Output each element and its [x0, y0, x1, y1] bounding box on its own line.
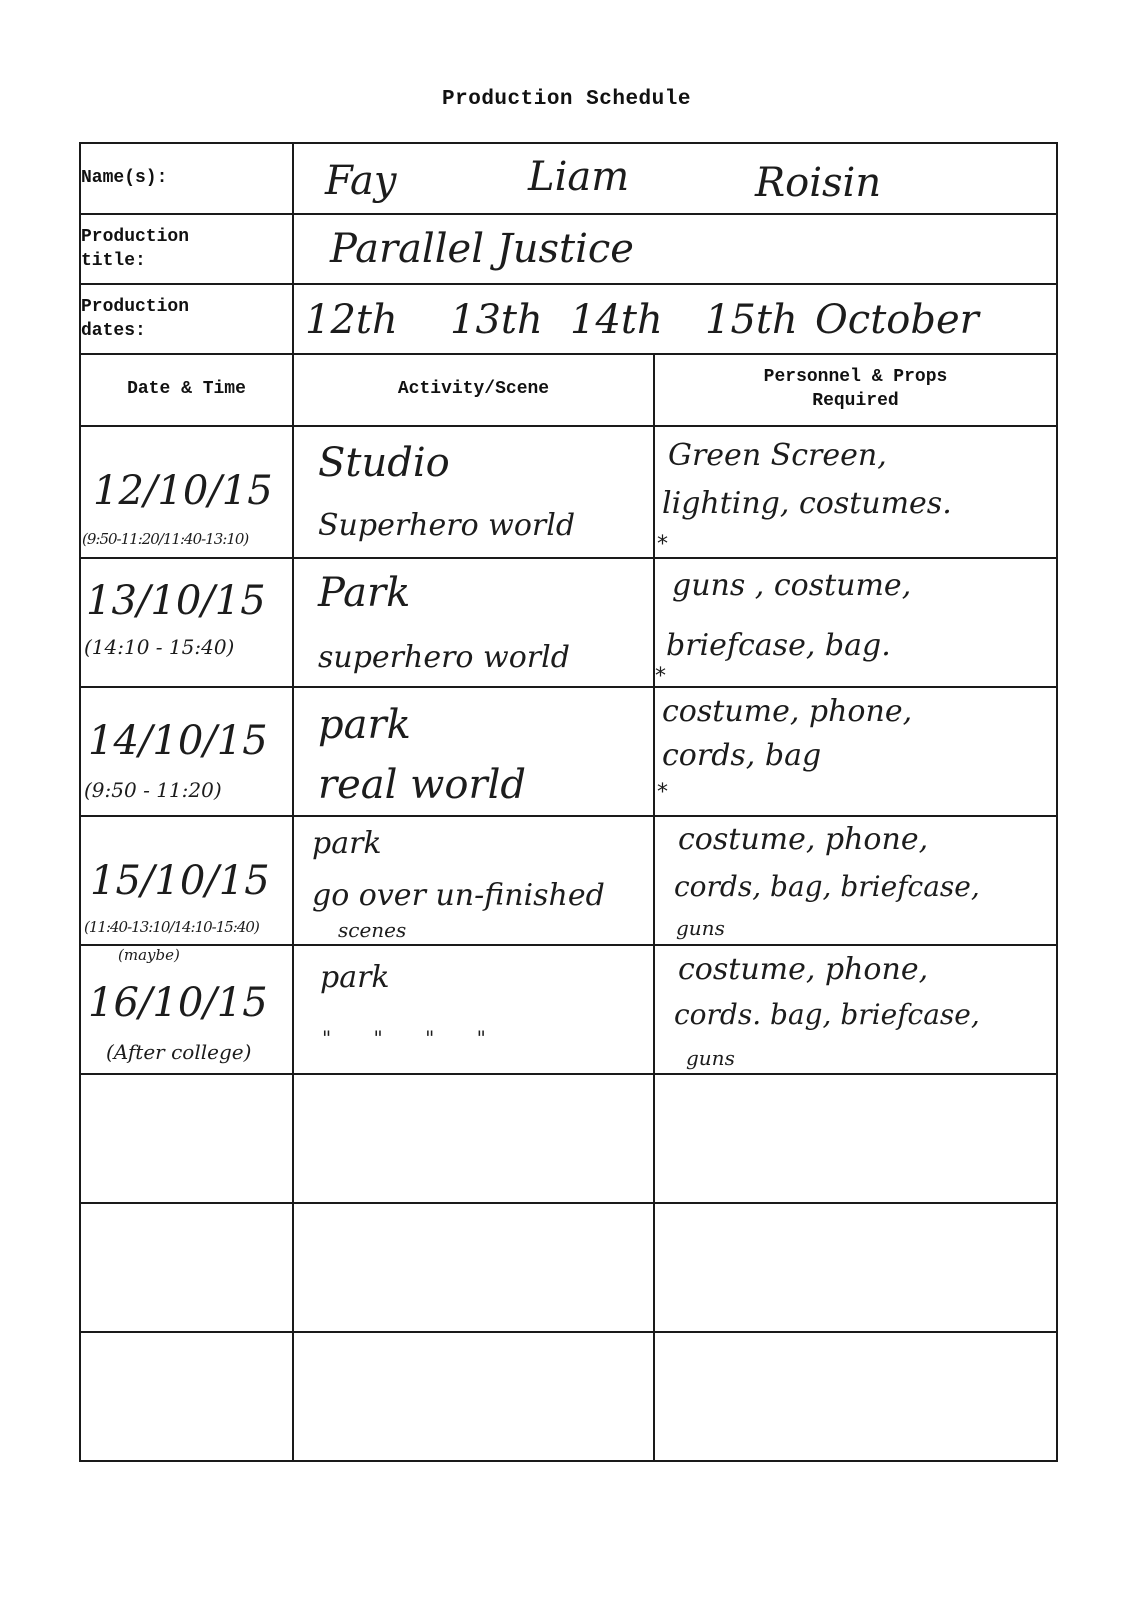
row-4-time: (11:40-13:10/14:10-15:40) — [84, 918, 259, 936]
row-2-props-line2: briefcase, bag. — [666, 628, 891, 663]
row-4-props-line2: cords, bag, briefcase, — [674, 870, 980, 903]
column-divider — [292, 142, 294, 1462]
row-2-props-line1: guns , costume, — [672, 568, 912, 603]
row-5-activity-line2: " " " " — [322, 1026, 504, 1050]
production-date-3: 14th — [570, 297, 663, 343]
column-divider — [653, 353, 655, 1462]
row-3-props-line2: cords, bag — [662, 738, 822, 773]
name-1: Fay — [325, 158, 397, 204]
row-4-date: 15/10/15 — [90, 858, 270, 904]
name-3: Roisin — [755, 160, 882, 206]
row-1-props-line2: lighting, costumes. — [662, 486, 952, 521]
production-date-1: 12th — [305, 297, 398, 343]
row-2-activity-line1: Park — [318, 570, 411, 616]
row-divider — [79, 353, 1058, 355]
row-3-props-line1: costume, phone, — [662, 694, 913, 729]
production-dates-label-line1: Production — [81, 297, 190, 317]
row-divider — [79, 1202, 1058, 1204]
column-header-activity: Activity/Scene — [397, 379, 550, 399]
production-title-label-line1: Production — [81, 227, 190, 247]
production-dates-label — [81, 295, 189, 343]
row-divider — [79, 213, 1058, 215]
table-border-top — [79, 142, 1058, 144]
row-divider — [79, 686, 1058, 688]
row-1-activity-line1: Studio — [318, 440, 450, 486]
row-4-activity-line1: park — [312, 826, 382, 861]
row-3-date: 14/10/15 — [88, 718, 268, 764]
row-divider — [79, 1331, 1058, 1333]
column-header-personnel-line1: Personnel & Props — [763, 367, 948, 387]
row-3-time: (9:50 - 11:20) — [84, 778, 222, 802]
row-5-props-line2: cords. bag, briefcase, — [674, 998, 980, 1031]
row-1-time: (9:50-11:20/11:40-13:10) — [82, 530, 249, 548]
row-4-props-line1: costume, phone, — [678, 822, 929, 857]
production-title-label-line2: title: — [81, 251, 146, 271]
column-header-personnel-line2: Required — [812, 391, 899, 411]
row-5-date: 16/10/15 — [88, 980, 268, 1026]
row-2-time: (14:10 - 15:40) — [84, 635, 235, 659]
production-title-label — [81, 225, 189, 273]
row-4-activity-line3: scenes — [338, 918, 407, 942]
production-date-month: October — [815, 297, 979, 343]
production-title-value: Parallel Justice — [330, 226, 634, 272]
row-2-date: 13/10/15 — [86, 578, 266, 624]
row-5-note: (maybe) — [118, 946, 180, 964]
row-3-activity-line2: real world — [318, 762, 526, 808]
row-5-props-line3: guns — [686, 1046, 735, 1070]
table-border-right — [1056, 142, 1058, 1462]
row-divider — [79, 1073, 1058, 1075]
row-1-props-line1: Green Screen, — [668, 438, 887, 473]
row-divider — [79, 425, 1058, 427]
row-1-activity-line2: Superhero world — [318, 508, 576, 543]
row-2-star: * — [655, 664, 666, 689]
row-2-activity-line2: superhero world — [318, 640, 570, 675]
production-date-4: 15th — [705, 297, 798, 343]
row-divider — [79, 557, 1058, 559]
row-1-date: 12/10/15 — [93, 468, 273, 514]
row-divider — [79, 283, 1058, 285]
production-dates-label-line2: dates: — [81, 321, 146, 341]
name-2: Liam — [528, 154, 630, 200]
row-4-activity-line2: go over un-finished — [312, 878, 605, 913]
row-5-props-line1: costume, phone, — [678, 952, 929, 987]
row-divider — [79, 944, 1058, 946]
page-title: Production Schedule — [442, 88, 691, 111]
row-1-star: * — [657, 532, 668, 557]
names-label: Name(s): — [81, 168, 168, 188]
column-header-date-time: Date & Time — [127, 379, 246, 399]
row-5-time: (After college) — [106, 1040, 252, 1064]
row-4-props-line3: guns — [676, 916, 725, 940]
production-date-2: 13th — [450, 297, 543, 343]
column-header-personnel — [655, 365, 1056, 413]
row-3-star: * — [657, 780, 668, 805]
table-border-bottom — [79, 1460, 1058, 1462]
row-divider — [79, 815, 1058, 817]
row-5-activity-line1: park — [320, 960, 390, 995]
row-3-activity-line1: park — [318, 702, 411, 748]
